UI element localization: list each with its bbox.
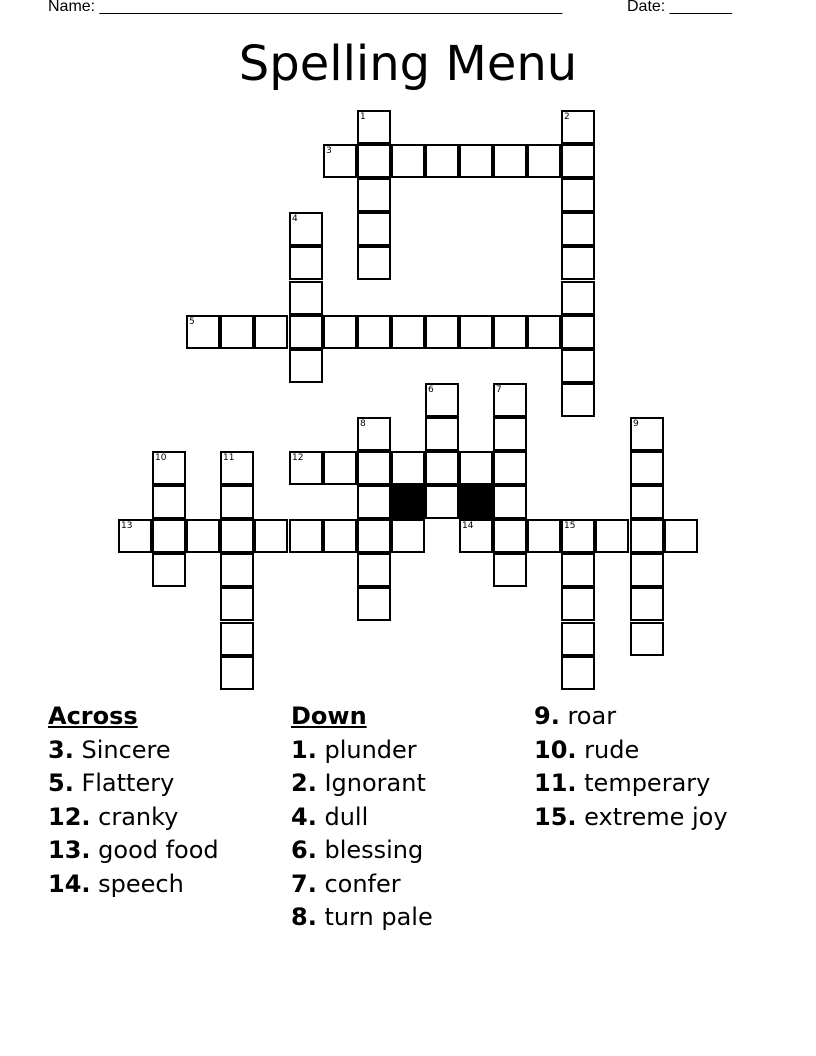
crossword-cell[interactable] xyxy=(425,417,459,451)
crossword-cell[interactable] xyxy=(357,144,391,178)
crossword-cell[interactable] xyxy=(323,144,357,178)
crossword-cell[interactable] xyxy=(664,519,698,553)
crossword-cell[interactable] xyxy=(425,451,459,485)
clue-number: 9 xyxy=(633,419,639,429)
crossword-cell[interactable] xyxy=(561,315,595,349)
clue-number: 2 xyxy=(564,112,570,122)
down-clues-continued xyxy=(534,700,728,834)
clue-number: 11 xyxy=(223,453,235,463)
crossword-cell[interactable] xyxy=(220,485,254,519)
crossword-cell[interactable] xyxy=(493,315,527,349)
crossword-cell[interactable] xyxy=(220,587,254,621)
clue-number: 13 xyxy=(121,521,133,531)
crossword-cell[interactable] xyxy=(561,110,595,144)
clue-across-12: 12. cranky xyxy=(48,802,179,831)
crossword-cell[interactable] xyxy=(357,587,391,621)
crossword-cell[interactable] xyxy=(630,553,664,587)
crossword-cell[interactable] xyxy=(391,451,425,485)
crossword-cell[interactable] xyxy=(391,315,425,349)
crossword-cell[interactable] xyxy=(561,212,595,246)
crossword-cell[interactable] xyxy=(289,246,323,280)
crossword-cell[interactable] xyxy=(323,315,357,349)
crossword-black-cell xyxy=(459,485,493,519)
clue-number: 7 xyxy=(496,385,502,395)
across-clues xyxy=(48,700,219,901)
clue-across-3: 3. Sincere xyxy=(48,735,171,764)
crossword-cell[interactable] xyxy=(425,315,459,349)
crossword-cell[interactable] xyxy=(493,553,527,587)
crossword-cell[interactable] xyxy=(323,451,357,485)
crossword-cell[interactable] xyxy=(357,451,391,485)
clue-down-6: 6. blessing xyxy=(291,836,424,864)
clue-number: 3 xyxy=(326,146,332,156)
crossword-cell[interactable] xyxy=(152,553,186,587)
crossword-cell[interactable] xyxy=(561,383,595,417)
clue-number: 5 xyxy=(189,317,195,327)
clue-across-14: 14. speech xyxy=(48,869,184,898)
crossword-cell[interactable] xyxy=(630,417,664,451)
crossword-cell[interactable] xyxy=(254,315,288,349)
name-blank: ____________________________________________________ xyxy=(99,0,563,15)
crossword-cell[interactable] xyxy=(357,178,391,212)
clue-down-9: 9. roar xyxy=(534,702,617,730)
crossword-cell[interactable] xyxy=(289,451,323,485)
clue-number: 15 xyxy=(564,521,576,531)
crossword-cell[interactable] xyxy=(289,519,323,553)
clue-across-13: 13. good food xyxy=(48,836,219,864)
clue-number: 8 xyxy=(360,419,366,429)
crossword-cell[interactable] xyxy=(186,519,220,553)
crossword-cell[interactable] xyxy=(254,519,288,553)
crossword-cell[interactable] xyxy=(459,144,493,178)
crossword-cell[interactable] xyxy=(220,315,254,349)
crossword-cell[interactable] xyxy=(493,485,527,519)
crossword-cell[interactable] xyxy=(391,144,425,178)
crossword-cell[interactable] xyxy=(459,451,493,485)
crossword-cell[interactable] xyxy=(186,315,220,349)
name-label: Name: xyxy=(48,0,100,15)
across-heading: Across xyxy=(48,702,138,730)
crossword-cell[interactable] xyxy=(561,519,595,553)
crossword-cell[interactable] xyxy=(220,553,254,587)
crossword-cell[interactable] xyxy=(391,519,425,553)
crossword-cell[interactable] xyxy=(630,622,664,656)
crossword-cell[interactable] xyxy=(493,144,527,178)
crossword-cell[interactable] xyxy=(630,485,664,519)
crossword-cell[interactable] xyxy=(357,553,391,587)
crossword-cell[interactable] xyxy=(357,417,391,451)
crossword-cell[interactable] xyxy=(323,519,357,553)
crossword-cell[interactable] xyxy=(493,417,527,451)
crossword-cell[interactable] xyxy=(425,144,459,178)
crossword-cell[interactable] xyxy=(527,144,561,178)
crossword-cell[interactable] xyxy=(357,519,391,553)
clue-down-11: 11. temperary xyxy=(534,769,711,797)
crossword-cell[interactable] xyxy=(493,451,527,485)
page-title: Spelling Menu xyxy=(238,36,578,92)
crossword-cell[interactable] xyxy=(561,553,595,587)
crossword-cell[interactable] xyxy=(561,246,595,280)
clue-number: 6 xyxy=(428,385,434,395)
crossword-black-cell xyxy=(391,485,425,519)
crossword-cell[interactable] xyxy=(630,587,664,621)
crossword-cell[interactable] xyxy=(118,519,152,553)
crossword-cell[interactable] xyxy=(527,315,561,349)
clue-down-10: 10. rude xyxy=(534,735,640,764)
clue-number: 10 xyxy=(155,453,167,463)
crossword-cell[interactable] xyxy=(493,519,527,553)
crossword-cell[interactable] xyxy=(425,383,459,417)
date-blank: _______ xyxy=(669,0,732,15)
crossword-cell[interactable] xyxy=(357,246,391,280)
crossword-cell[interactable] xyxy=(561,144,595,178)
crossword-cell[interactable] xyxy=(527,519,561,553)
down-clues xyxy=(291,700,433,935)
crossword-cell[interactable] xyxy=(493,383,527,417)
crossword-cell[interactable] xyxy=(561,587,595,621)
crossword-cell[interactable] xyxy=(152,519,186,553)
crossword-cell[interactable] xyxy=(152,451,186,485)
clue-down-4: 4. dull xyxy=(291,802,369,831)
crossword-cell[interactable] xyxy=(595,519,629,553)
clue-down-2: 2. Ignorant xyxy=(291,769,426,797)
clue-down-1: 1. plunder xyxy=(291,735,417,764)
down-heading: Down xyxy=(291,702,367,730)
crossword-cell[interactable] xyxy=(561,178,595,212)
crossword-cell[interactable] xyxy=(220,622,254,656)
crossword-cell[interactable] xyxy=(561,622,595,656)
crossword-cell[interactable] xyxy=(220,519,254,553)
crossword-cell[interactable] xyxy=(357,485,391,519)
crossword-cell[interactable] xyxy=(459,519,493,553)
crossword-cell[interactable] xyxy=(289,281,323,315)
clue-down-7: 7. confer xyxy=(291,869,401,898)
crossword-cell[interactable] xyxy=(630,519,664,553)
crossword-cell[interactable] xyxy=(425,485,459,519)
crossword-cell[interactable] xyxy=(289,349,323,383)
crossword-cell[interactable] xyxy=(152,485,186,519)
crossword-cell[interactable] xyxy=(561,656,595,690)
crossword-cell[interactable] xyxy=(561,349,595,383)
crossword-cell[interactable] xyxy=(357,212,391,246)
crossword-cell[interactable] xyxy=(289,212,323,246)
clue-number: 14 xyxy=(462,521,474,531)
clue-number: 4 xyxy=(292,214,298,224)
crossword-cell[interactable] xyxy=(357,110,391,144)
crossword-cell[interactable] xyxy=(561,281,595,315)
clue-across-5: 5. Flattery xyxy=(48,769,175,797)
crossword-cell[interactable] xyxy=(459,315,493,349)
clue-number: 12 xyxy=(292,453,304,463)
clue-number: 1 xyxy=(360,112,366,122)
date-label: Date: xyxy=(627,0,670,15)
crossword-cell[interactable] xyxy=(289,315,323,349)
clue-down-8: 8. turn pale xyxy=(291,903,433,931)
crossword-cell[interactable] xyxy=(357,315,391,349)
crossword-cell[interactable] xyxy=(220,656,254,690)
crossword-cell[interactable] xyxy=(630,451,664,485)
clue-down-15: 15. extreme joy xyxy=(534,802,728,831)
crossword-cell[interactable] xyxy=(220,451,254,485)
